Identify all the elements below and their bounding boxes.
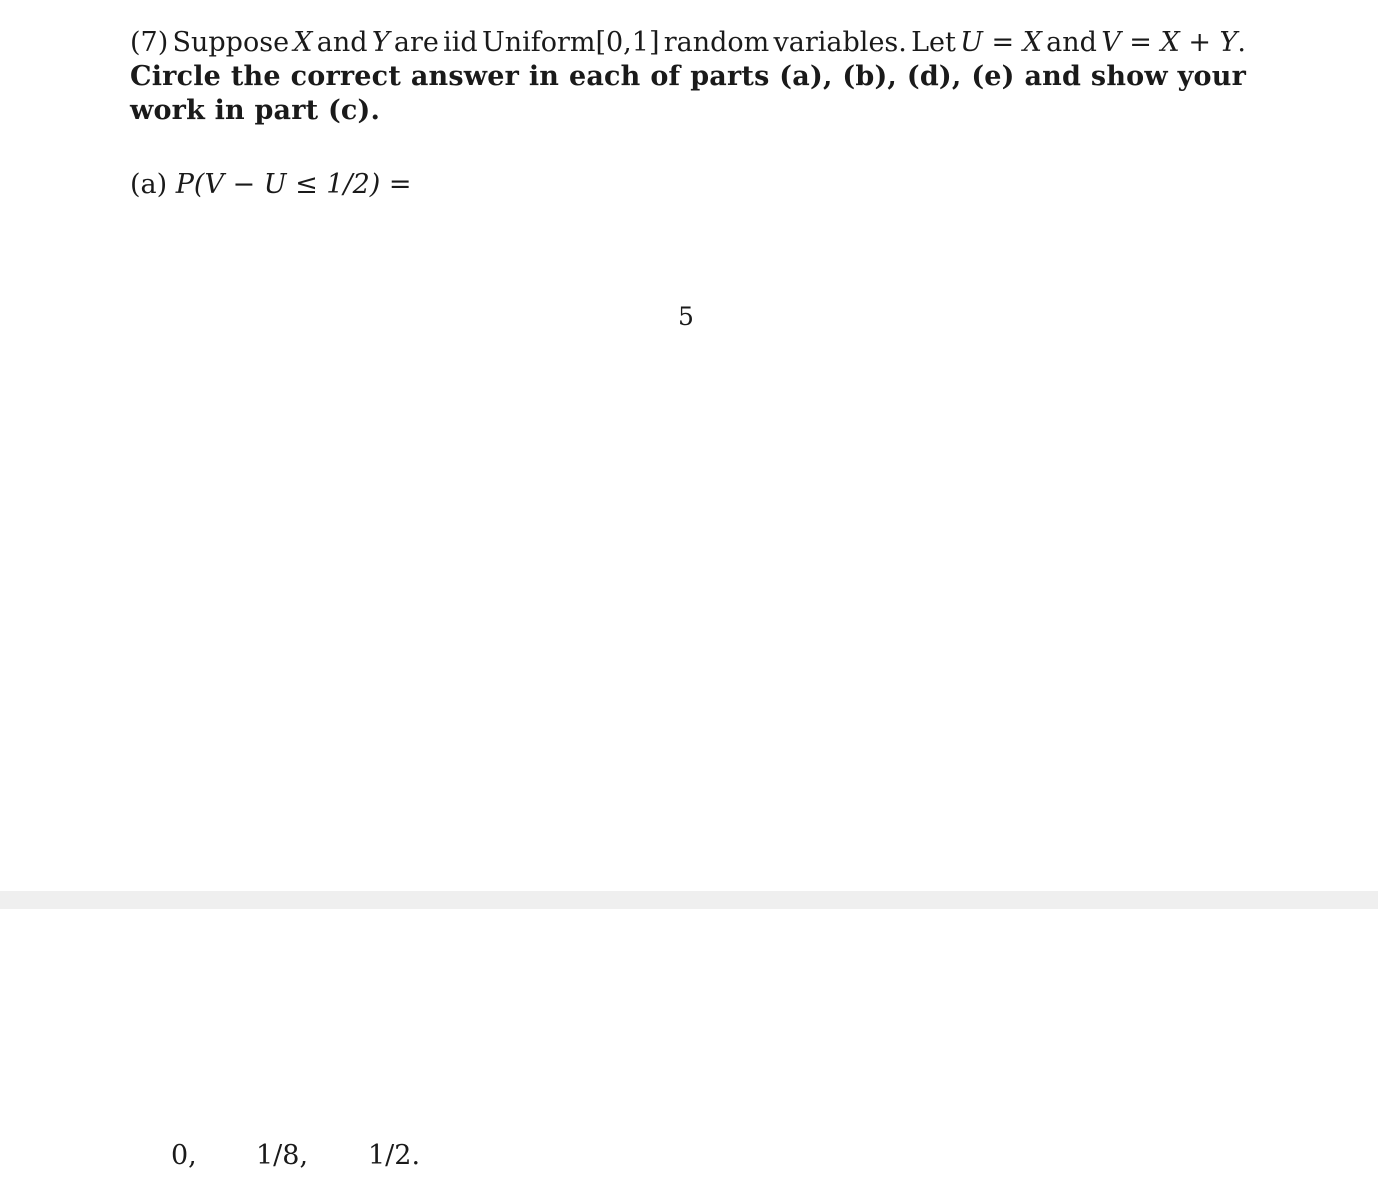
page-separator xyxy=(0,891,1378,909)
answer-choice[interactable]: 1/2. xyxy=(368,1140,421,1171)
problem-instruction: Circle the correct answer in each of parts (a), (b), (d), (e) and show your work in part (c). xyxy=(130,61,1246,126)
part-a-question xyxy=(130,168,412,202)
problem-statement xyxy=(130,26,1246,128)
part-a-label: (a) xyxy=(130,169,168,200)
problem-intro: (7) Suppose X and Y are iid Uniform[0,1] random variables. Let U = X and V = X + Y. xyxy=(130,27,1246,58)
answer-choice[interactable]: 1/8, xyxy=(256,1140,309,1171)
answer-choice[interactable]: 0, xyxy=(171,1140,197,1171)
page-number: 5 xyxy=(678,302,694,331)
part-a-expression: P(V − U ≤ 1/2) = xyxy=(175,169,412,200)
